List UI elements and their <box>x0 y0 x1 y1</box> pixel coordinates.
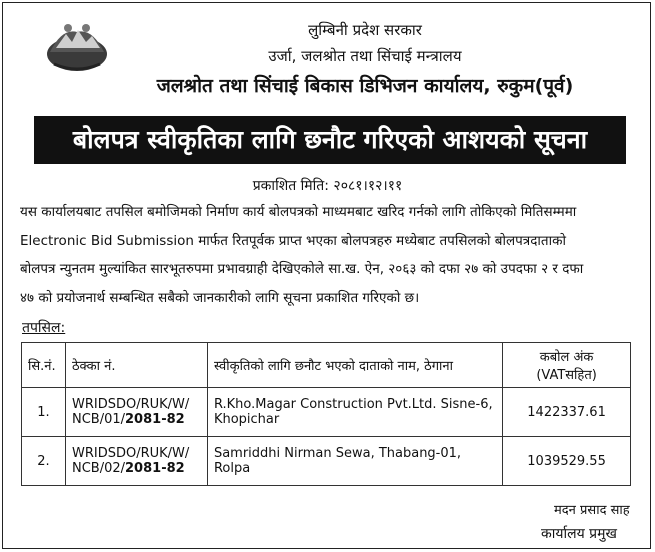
signatory-name: मदन प्रसाद साह <box>554 503 630 518</box>
header-bidder: स्वीकृतिको लागि छनौट भएको दाताको नाम, ठेगाना <box>207 343 502 388</box>
row-contract <box>65 437 207 486</box>
contract-line1: WRIDSDO/RUK/W/ <box>71 397 190 412</box>
contract-year: 2081-82 <box>125 412 185 427</box>
row-bidder <box>207 437 502 486</box>
schedule-label: तपसिल: <box>22 320 66 336</box>
notice-title-banner: बोलपत्र स्वीकृतिका लागि छनौट गरिएको आशयको सूचना <box>34 116 626 164</box>
notice-body-line: यस कार्यालयबाट तपसिल बमोजिमको निर्माण कार्य बोलपत्रको माध्यमबाट खरिद गर्नको लागि तोकिएको मितिसम्ममा <box>20 204 577 220</box>
row-amount: 1039529.55 <box>503 437 631 486</box>
header-amount <box>503 343 631 388</box>
header-contract: ठेक्का नं. <box>65 343 207 388</box>
header-amount-line1: कबोल अंक <box>539 350 594 365</box>
row-amount: 1422337.61 <box>503 388 631 437</box>
contract-prefix: NCB/02/ <box>71 461 126 476</box>
bidder-line1: R.Kho.Magar Construction Pvt.Ltd. Sisne-6, <box>213 397 493 412</box>
bidder-line2: Khopichar <box>213 412 280 427</box>
row-sn: 2. <box>22 437 66 486</box>
signatory-title: कार्यालय प्रमुख <box>541 526 617 542</box>
notice-body-line: Electronic Bid Submission मार्फत रितपूर्वक प्राप्त भएका बोलपत्रहरु मध्येबाट तपसिलको बोलपत्रदाताको <box>20 233 566 249</box>
header-sn: सि.नं. <box>22 343 66 388</box>
nepal-government-emblem-icon <box>42 18 112 74</box>
notice-body-line: बोलपत्र न्युनतम मुल्यांकित सारभूतरुपमा प्रभावग्राही देखिएकोले सा.ख. ऐन, २०६३ को दफा २७ को उपदफा २ र दफा <box>20 261 584 277</box>
bidder-line1: Samriddhi Nirman Sewa, Thabang-01, Rolpa <box>213 446 462 476</box>
table-row <box>22 437 631 486</box>
row-contract <box>65 388 207 437</box>
table-row <box>22 388 631 437</box>
government-name: लुम्बिनी प्रदेश सरकार <box>308 21 422 39</box>
ministry-name: उर्जा, जलश्रोत तथा सिंचाई मन्त्रालय <box>268 47 462 65</box>
row-bidder <box>207 388 502 437</box>
contract-year: 2081-82 <box>125 461 185 476</box>
bid-selection-table <box>21 342 631 486</box>
published-date: प्रकाशित मिति: २०८१।१२।११ <box>252 178 403 194</box>
header-amount-line2: (VATसहित) <box>536 368 597 383</box>
table-header-row <box>22 343 631 388</box>
contract-line1: WRIDSDO/RUK/W/ <box>71 446 190 461</box>
notice-body-line: ४७ को प्रयोजनार्थ सम्बन्धित सबैको जानकारीको लागि सूचना प्रकाशित गरिएको छ। <box>20 290 420 306</box>
contract-prefix: NCB/01/ <box>71 412 126 427</box>
office-name: जलश्रोत तथा सिंचाई बिकास डिभिजन कार्यालय, रुकुम(पूर्व) <box>156 75 574 97</box>
row-sn: 1. <box>22 388 66 437</box>
